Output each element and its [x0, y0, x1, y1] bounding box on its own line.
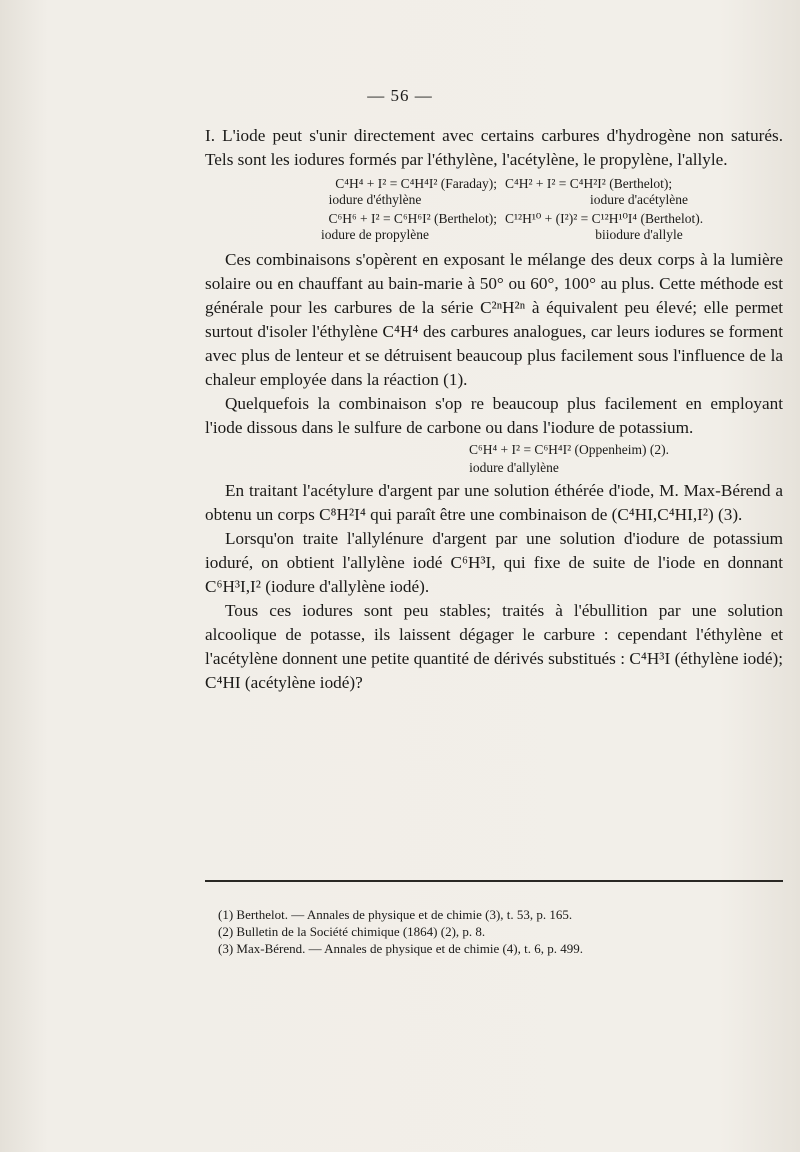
paragraph-4: En traitant l'acétylure d'argent par une solution éthérée d'iode, M. Max-Bérend a obtenu un corps C⁸H²I⁴ qui paraît être une combinaison de (C⁴HI,C⁴HI,I²) (3).	[205, 481, 783, 524]
footnote-2: (2) Bulletin de la Société chimique (1864) (2), p. 8.	[218, 924, 486, 939]
equation-acetylene: C⁴H² + I² = C⁴H²I² (Berthelot);	[505, 176, 673, 191]
brace-label-iodure-allylene: iodure d'allylène	[469, 460, 559, 475]
paragraph-2: Ces combinaisons s'opèrent en exposant le mélange des deux corps à la lumière solaire ou en chauffant au bain-marie à 50° ou 60°, 100° au plus. Cette méthode est générale pour les carbures de la série C²ⁿH²ⁿ à équivalent peu élevé; elle permet surtout d'isoler l'éthylène C⁴H⁴ des carbures analogues, car leurs iodures se forment avec plus de lenteur et se détruisent beaucoup plus facilement sous l'influence de la chaleur employée dans la réaction (1).	[205, 250, 783, 389]
equation-block-1	[205, 176, 783, 242]
equation-ethylene: C⁴H⁴ + I² = C⁴H⁴I² (Faraday);	[335, 176, 497, 191]
brace-label-biiodure-allyle: biiodure d'allyle	[595, 227, 683, 242]
equation-allyle: C¹²H¹⁰ + (I²)² = C¹²H¹⁰I⁴ (Berthelot).	[505, 211, 704, 226]
paragraph-6: Tous ces iodures sont peu stables; traités à l'ébullition par une solution alcoolique de potasse, ils laissent dégager le carbure : cependant l'éthylène et l'acétylène donnent une petite quantité de dérivés substitués : C⁴H³I (éthylène iodé); C⁴HI (acétylène iodé)?	[205, 601, 783, 692]
equation-line-2	[205, 211, 783, 227]
equation-allylene: C⁶H⁴ + I² = C⁶H⁴I² (Oppenheim) (2).	[469, 442, 669, 457]
paragraph-1: I. L'iode peut s'unir directement avec certains carbures d'hydrogène non saturés. Tels sont les iodures formés par l'éthylène, l'acétylène, le propylène, l'allyle.	[205, 126, 783, 169]
paragraph-3: Quelquefois la combinaison s'op re beaucoup plus facilement en employant l'iode dissous dans le sulfure de carbone ou dans l'iodure de potassium.	[205, 394, 783, 437]
brace-label-iodure-ethylene: iodure d'éthylène	[328, 192, 422, 207]
footnote-1: (1) Berthelot. — Annales de physique et de chimie (3), t. 53, p. 165.	[218, 907, 573, 922]
equation-line-1	[205, 176, 783, 192]
brace-label-row-2	[205, 227, 783, 242]
footnotes	[218, 906, 783, 957]
equation-propylene: C⁶H⁶ + I² = C⁶H⁶I² (Berthelot);	[328, 211, 497, 226]
paragraph-5: Lorsqu'on traite l'allylénure d'argent par une solution d'iodure de potassium ioduré, on obtient l'allylène iodé C⁶H³I, qui fixe de suite de l'iode en donnant C⁶H³I,I² (iodure d'allylène iodé).	[205, 529, 783, 596]
brace-label-row-1	[205, 192, 783, 207]
footnote-divider	[205, 880, 783, 882]
brace-label-iodure-propylene: iodure de propylène	[321, 227, 429, 242]
brace-label-iodure-acetylene: iodure d'acétylène	[589, 192, 688, 207]
body-text	[205, 124, 783, 695]
page-number: — 56 —	[367, 86, 433, 105]
footnote-3: (3) Max-Bérend. — Annales de physique et de chimie (4), t. 6, p. 499.	[218, 941, 583, 956]
